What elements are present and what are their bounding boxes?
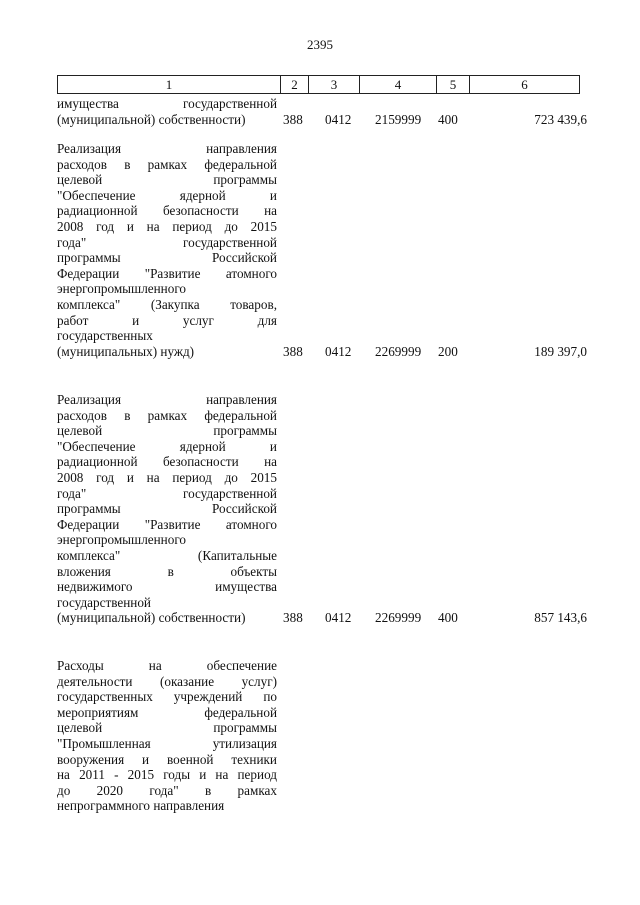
page-number: 2395 xyxy=(307,37,333,52)
value-ministry: 388 xyxy=(283,610,303,626)
description-line: государственной xyxy=(57,594,151,610)
description-line: "Обеспечение ядерной и xyxy=(57,187,277,203)
description-line: программы Российской xyxy=(57,501,277,517)
description-line: до 2020 года" в рамках xyxy=(57,782,277,798)
value-target-article: 2269999 xyxy=(375,343,422,359)
row-description xyxy=(57,96,277,127)
header-col-3: 3 xyxy=(308,76,359,93)
table-row xyxy=(57,392,587,626)
description-line: вооружения и военной техники xyxy=(57,751,277,767)
description-line: вложения в объекты xyxy=(57,563,277,579)
value-section: 0412 xyxy=(325,111,352,127)
header-col-6: 6 xyxy=(469,76,579,93)
description-line: 2008 год и на период до 2015 xyxy=(57,469,277,485)
description-line: государственных учреждений по xyxy=(57,689,277,705)
value-section: 0412 xyxy=(325,343,352,359)
description-line: целевой программы xyxy=(57,720,277,736)
description-line: непрограммного направления xyxy=(57,798,225,814)
description-line: недвижимого имущества xyxy=(57,579,277,595)
header-col-2: 2 xyxy=(280,76,308,93)
value-amount: 189 397,0 xyxy=(534,343,587,359)
description-line: радиационной безопасности на xyxy=(57,454,277,470)
value-ministry: 388 xyxy=(283,343,303,359)
description-line: радиационной безопасности на xyxy=(57,203,277,219)
row-description xyxy=(57,141,277,359)
description-line: расходов в рамках федеральной xyxy=(57,407,277,423)
description-line: расходов в рамках федеральной xyxy=(57,156,277,172)
description-line: Расходы на обеспечение xyxy=(57,658,277,673)
value-amount: 723 439,6 xyxy=(534,111,587,127)
description-line: Реализация направления xyxy=(57,392,277,407)
table-header xyxy=(57,75,580,94)
value-section: 0412 xyxy=(325,610,352,626)
description-line: (муниципальной) собственности) xyxy=(57,111,246,127)
description-line: имущества государственной xyxy=(57,96,277,111)
value-target-article: 2159999 xyxy=(375,111,422,127)
description-line: (муниципальных) нужд) xyxy=(57,343,195,359)
description-line: года" государственной xyxy=(57,485,277,501)
table-row xyxy=(57,96,587,127)
description-line: комплекса" (Закупка товаров, xyxy=(57,296,277,312)
description-line: целевой программы xyxy=(57,172,277,188)
header-col-1: 1 xyxy=(165,77,173,92)
description-line: мероприятиям федеральной xyxy=(57,704,277,720)
header-col-5: 5 xyxy=(436,76,469,93)
value-expense-type: 400 xyxy=(438,610,458,626)
header-col-4: 4 xyxy=(359,76,436,93)
value-expense-type: 200 xyxy=(438,343,458,359)
value-ministry: 388 xyxy=(283,111,303,127)
value-amount: 857 143,6 xyxy=(534,610,587,626)
description-line: государственных xyxy=(57,328,153,344)
description-line: на 2011 - 2015 годы и на период xyxy=(57,767,277,783)
value-expense-type: 400 xyxy=(438,111,458,127)
table-row xyxy=(57,658,587,814)
description-line: целевой программы xyxy=(57,423,277,439)
row-description xyxy=(57,392,277,626)
description-line: года" государственной xyxy=(57,234,277,250)
description-line: 2008 год и на период до 2015 xyxy=(57,218,277,234)
table-row xyxy=(57,141,587,359)
description-line: деятельности (оказание услуг) xyxy=(57,673,277,689)
description-line: работ и услуг для xyxy=(57,312,277,328)
description-line: Федерации "Развитие атомного xyxy=(57,265,277,281)
description-line: Федерации "Развитие атомного xyxy=(57,516,277,532)
description-line: (муниципальной) собственности) xyxy=(57,610,246,626)
description-line: энергопромышленного xyxy=(57,532,187,548)
description-line: Реализация направления xyxy=(57,141,277,156)
value-target-article: 2269999 xyxy=(375,610,422,626)
description-line: программы Российской xyxy=(57,250,277,266)
description-line: "Промышленная утилизация xyxy=(57,735,277,751)
description-line: комплекса" (Капитальные xyxy=(57,547,277,563)
row-description xyxy=(57,658,277,814)
description-line: "Обеспечение ядерной и xyxy=(57,438,277,454)
description-line: энергопромышленного xyxy=(57,281,187,297)
